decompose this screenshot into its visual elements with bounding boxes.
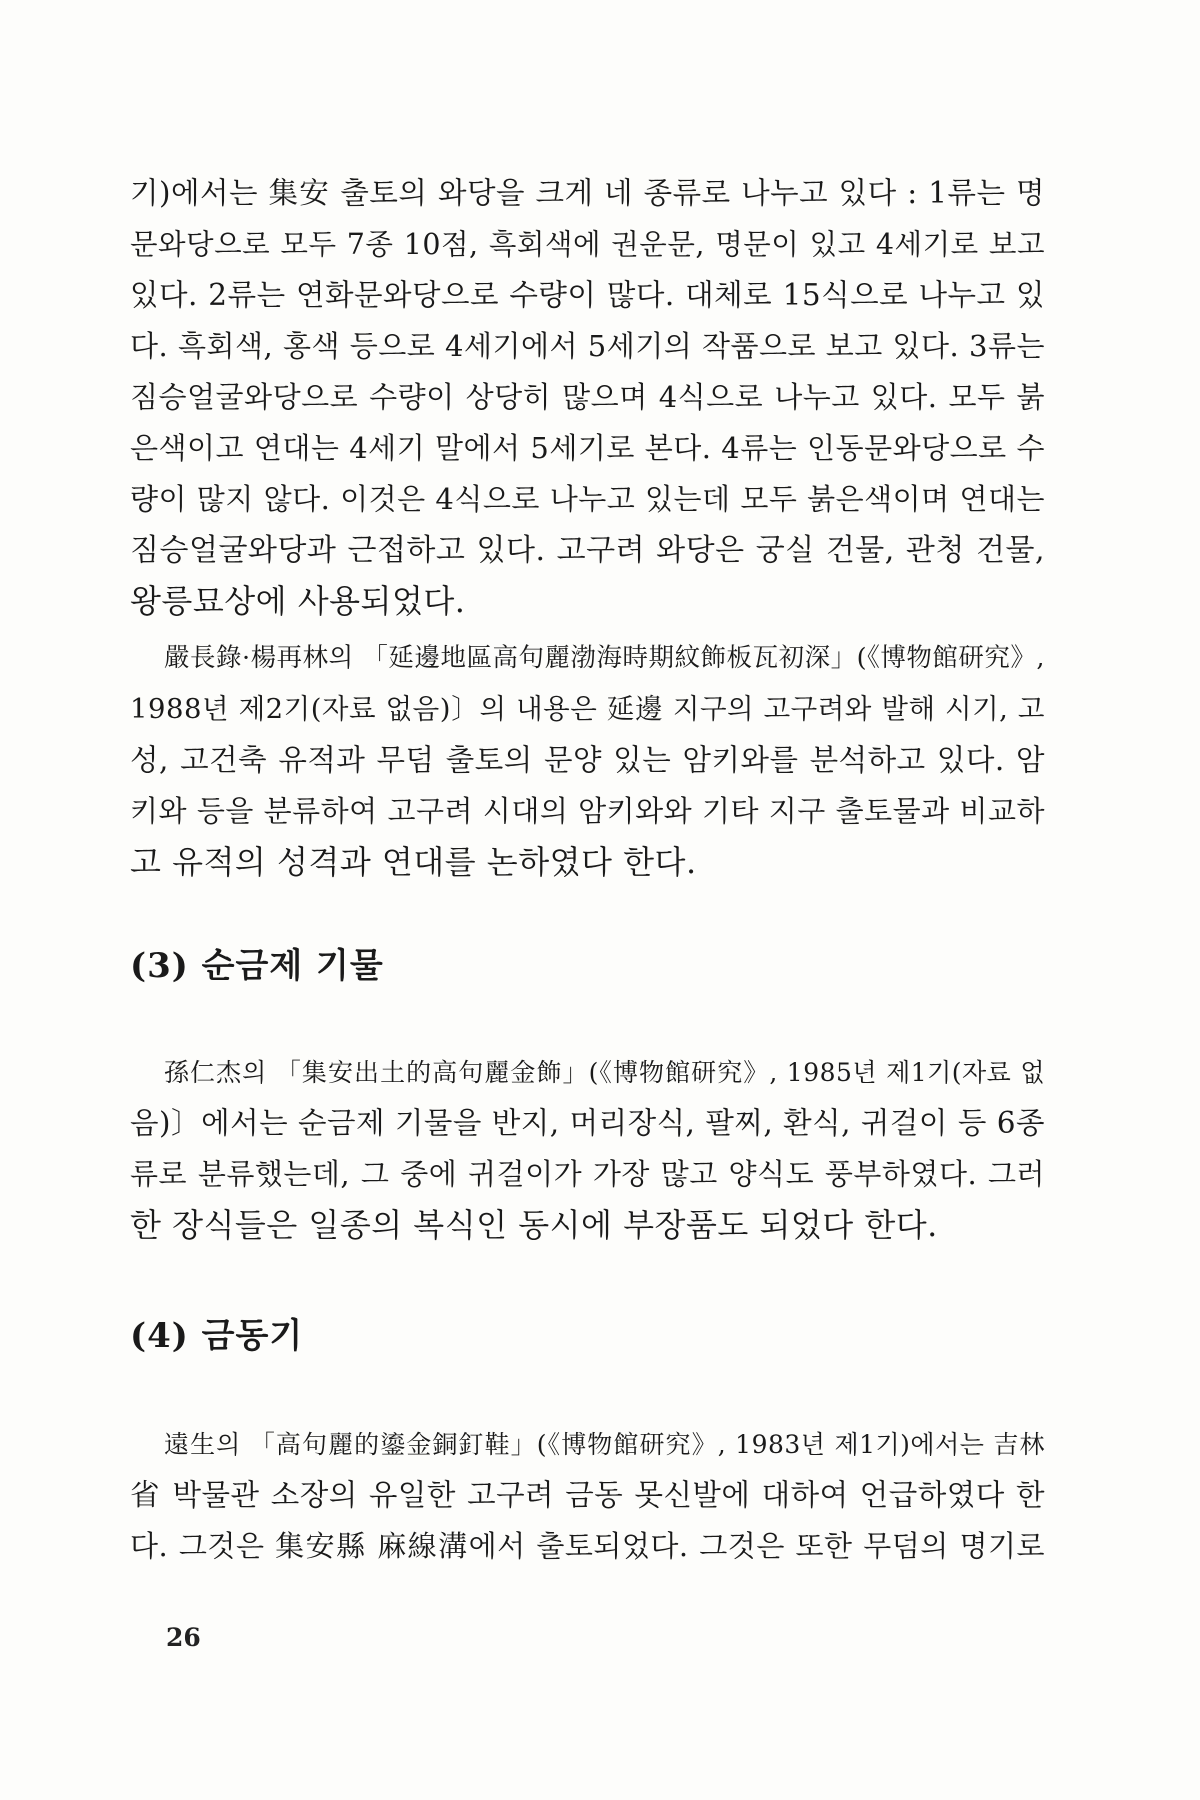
paragraph-yanbian-tiles	[130, 633, 1045, 888]
text-line: 기)에서는 集安 출토의 와당을 크게 네 종류로 나누고 있다 : 1류는 명	[130, 176, 1045, 210]
paragraph-gilt-bronze-shoes	[130, 1419, 1045, 1572]
text-line: 성, 고건축 유적과 무덤 출토의 문양 있는 암키와를 분석하고 있다. 암	[130, 743, 1045, 777]
text-line: 다. 흑회색, 홍색 등으로 4세기에서 5세기의 작품으로 보고 있다. 3류는	[130, 329, 1045, 363]
text-line: 다. 그것은 集安縣 麻線溝에서 출토되었다. 그것은 또한 무덤의 명기로	[130, 1529, 1045, 1563]
text-line: 음)〕에서는 순금제 기물을 반지, 머리장식, 팔찌, 환식, 귀걸이 등 6종	[130, 1106, 1045, 1140]
text-line: 량이 많지 않다. 이것은 4식으로 나누고 있는데 모두 붉은색이며 연대는	[130, 482, 1045, 516]
text-line: 문와당으로 모두 7종 10점, 흑회색에 권운문, 명문이 있고 4세기로 보고	[130, 228, 1045, 261]
text-line: 1988년 제2기(자료 없음)〕의 내용은 延邊 지구의 고구려와 발해 시기, 고	[130, 693, 1045, 725]
section-heading-gilt-bronze: (4) 금동기	[130, 1316, 304, 1356]
paragraph-gold-ornaments	[130, 1047, 1045, 1251]
section-heading-gold-artifacts: (3) 순금제 기물	[130, 946, 384, 986]
text-line: 省 박물관 소장의 유일한 고구려 금동 못신발에 대하여 언급하였다 한	[130, 1478, 1045, 1512]
text-line: 있다. 2류는 연화문와당으로 수량이 많다. 대체로 15식으로 나누고 있	[130, 278, 1045, 312]
page-number: 26	[166, 1623, 201, 1652]
text-line: 遠生의 「高句麗的鎏金銅釘鞋」(《博物館研究》, 1983년 제1기)에서는 吉林	[164, 1430, 1045, 1459]
text-line: 고 유적의 성격과 연대를 논하였다 한다.	[130, 843, 697, 881]
page-body	[130, 168, 1045, 1572]
text-line: 류로 분류했는데, 그 중에 귀걸이가 가장 많고 양식도 풍부하였다. 그러	[130, 1157, 1045, 1191]
text-line: 왕릉묘상에 사용되었다.	[130, 582, 466, 620]
text-line: 한 장식들은 일종의 복식인 동시에 부장품도 되었다 한다.	[130, 1206, 938, 1244]
text-line: 키와 등을 분류하여 고구려 시대의 암키와와 기타 지구 출토물과 비교하	[130, 794, 1045, 828]
text-line: 은색이고 연대는 4세기 말에서 5세기로 본다. 4류는 인동문와당으로 수	[130, 431, 1045, 465]
text-line: 짐승얼굴와당과 근접하고 있다. 고구려 와당은 궁실 건물, 관청 건물,	[130, 533, 1045, 568]
text-line: 孫仁杰의 「集安出土的高句麗金飾」(《博物館研究》, 1985년 제1기(자료 없	[164, 1058, 1045, 1087]
text-line: 짐승얼굴와당으로 수량이 상당히 많으며 4식으로 나누고 있다. 모두 붉	[130, 380, 1045, 414]
paragraph-roof-tiles	[130, 168, 1045, 627]
text-line: 嚴長錄·楊再林의 「延邊地區高句麗渤海時期紋飾板瓦初深」(《博物館研究》,	[164, 643, 1045, 673]
